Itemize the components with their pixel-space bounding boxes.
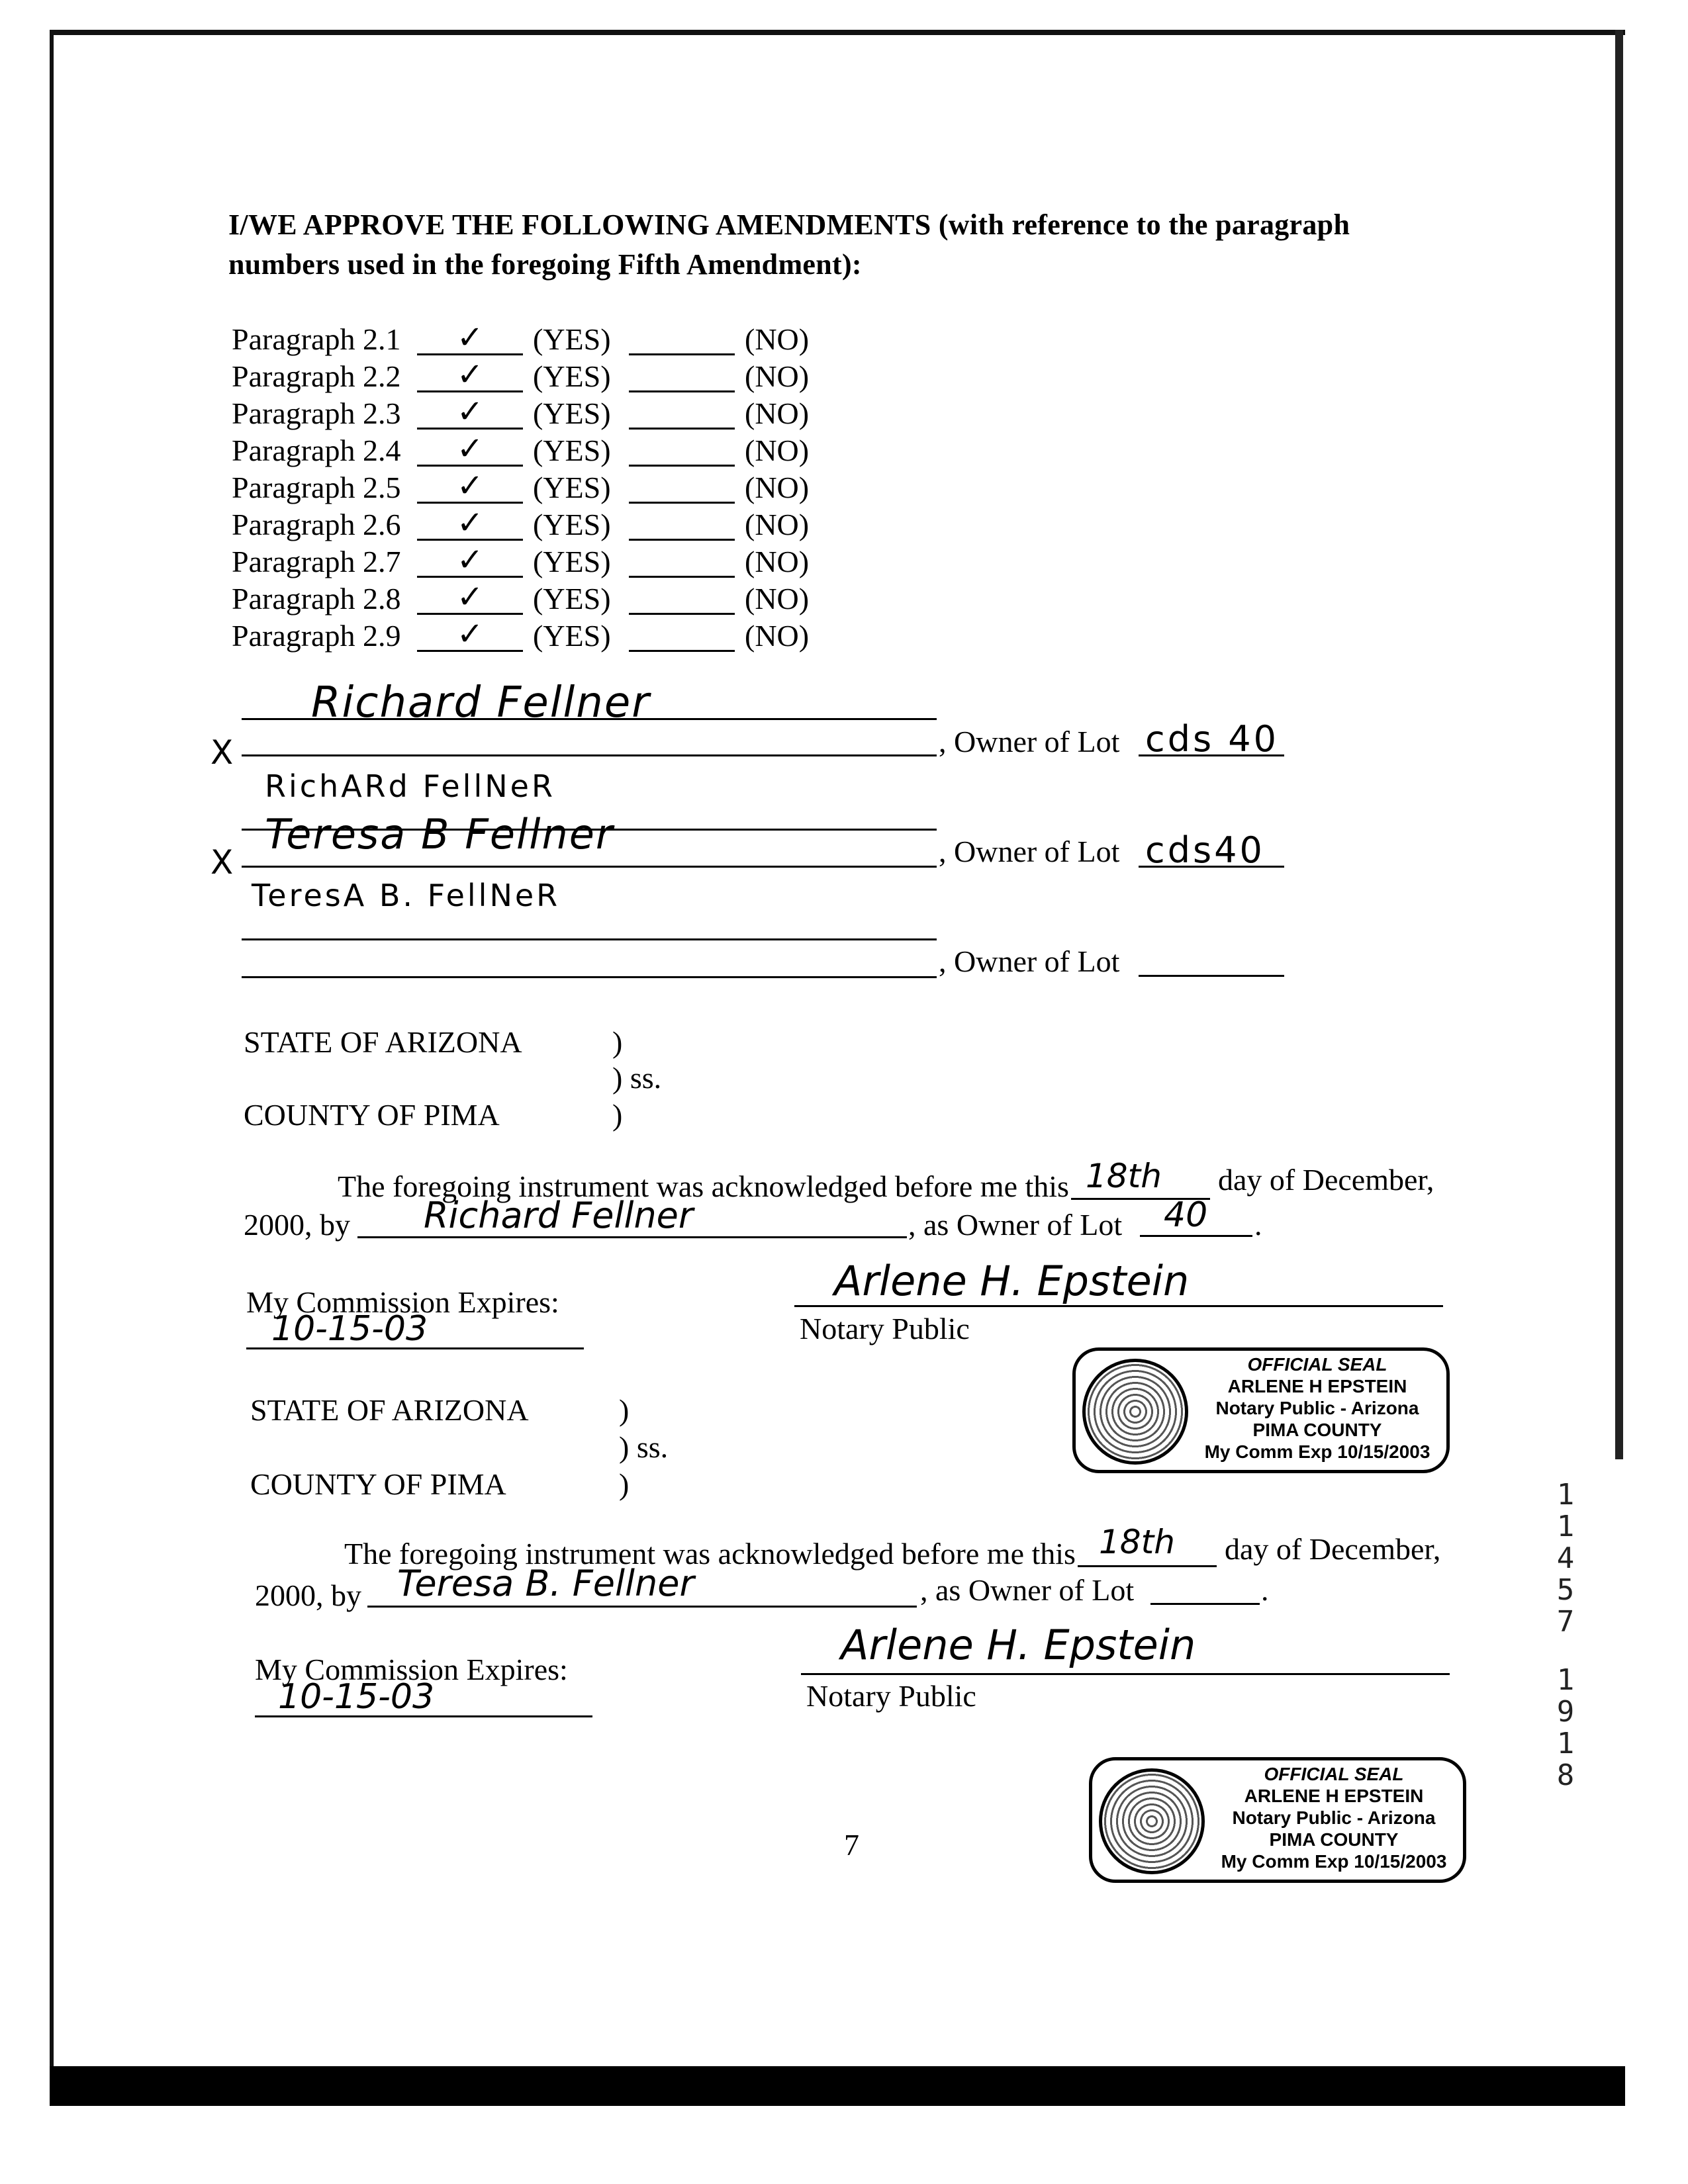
paragraph-label: Paragraph 2.1 xyxy=(232,322,401,356)
owner-printed-name: RichARd FellNeR xyxy=(265,768,555,804)
seal-title: OFFICIAL SEAL xyxy=(1264,1764,1404,1784)
check-mark-icon: ✓ xyxy=(457,504,484,541)
bracket: ) xyxy=(619,1467,630,1501)
signature-line[interactable] xyxy=(242,754,937,756)
owner-of-lot-label: , Owner of Lot xyxy=(939,944,1120,978)
check-mark-icon: ✓ xyxy=(457,615,484,653)
no-line[interactable] xyxy=(629,539,735,541)
notary-signature: Arlene H. Epstein xyxy=(834,1257,1190,1305)
recording-spacer xyxy=(1549,1638,1582,1664)
recording-digit: 5 xyxy=(1556,1573,1575,1607)
acknowledgment-prefix: The foregoing instrument was acknowledged before me this xyxy=(344,1537,1076,1570)
lot-line[interactable] xyxy=(1140,1235,1252,1237)
yes-label: (YES) xyxy=(533,471,611,504)
acknowledgment-suffix: day of December, xyxy=(1218,1163,1434,1197)
paragraph-label: Paragraph 2.9 xyxy=(232,619,401,653)
owner-of-lot-label: , Owner of Lot xyxy=(939,835,1120,868)
bracket: ) xyxy=(619,1393,630,1427)
seal-name: ARLENE H EPSTEIN xyxy=(1244,1786,1424,1806)
check-mark-icon: ✓ xyxy=(457,319,484,356)
recording-digit: 1 xyxy=(1556,1478,1575,1512)
state-label: STATE OF ARIZONA xyxy=(250,1393,529,1427)
name-line[interactable] xyxy=(367,1606,917,1608)
check-mark-icon: ✓ xyxy=(457,578,484,615)
no-label: (NO) xyxy=(745,396,810,430)
recording-digit: 1 xyxy=(1556,1727,1575,1760)
recording-digit: 8 xyxy=(1556,1758,1575,1792)
seal-county: PIMA COUNTY xyxy=(1269,1829,1399,1850)
yes-label: (YES) xyxy=(533,322,611,356)
page-border-top xyxy=(50,30,1625,35)
no-line[interactable] xyxy=(629,353,735,355)
recording-digit: 9 xyxy=(1556,1695,1575,1729)
state-seal-icon xyxy=(1082,1359,1188,1465)
no-line[interactable] xyxy=(629,502,735,504)
paragraph-label: Paragraph 2.5 xyxy=(232,471,401,504)
seal-role: Notary Public - Arizona xyxy=(1215,1398,1419,1418)
no-line[interactable] xyxy=(629,465,735,467)
recording-digit: 1 xyxy=(1556,1510,1575,1543)
paragraph-label: Paragraph 2.4 xyxy=(232,433,401,467)
as-owner-label: , as Owner of Lot xyxy=(920,1573,1135,1607)
paragraph-label: Paragraph 2.8 xyxy=(232,582,401,615)
seal-expiry: My Comm Exp 10/15/2003 xyxy=(1204,1441,1430,1462)
period: . xyxy=(1254,1208,1262,1242)
recording-digit: 4 xyxy=(1556,1541,1575,1575)
signature-line[interactable] xyxy=(242,866,937,868)
check-mark-icon: ✓ xyxy=(457,430,484,467)
check-mark-icon: ✓ xyxy=(457,467,484,504)
check-mark-icon: ✓ xyxy=(457,356,484,393)
ss-label: ) ss. xyxy=(612,1061,662,1095)
notary-public-label: Notary Public xyxy=(800,1312,970,1345)
bracket: ) xyxy=(612,1098,623,1132)
yes-label: (YES) xyxy=(533,619,611,653)
owner-of-lot-label: , Owner of Lot xyxy=(939,725,1120,758)
acknowledgment-suffix: day of December, xyxy=(1225,1532,1441,1566)
yes-label: (YES) xyxy=(533,508,611,541)
year-by: 2000, by xyxy=(255,1578,361,1612)
paragraph-label: Paragraph 2.6 xyxy=(232,508,401,541)
no-line[interactable] xyxy=(629,576,735,578)
ss-label: ) ss. xyxy=(619,1430,669,1464)
no-label: (NO) xyxy=(745,433,810,467)
seal-county: PIMA COUNTY xyxy=(1252,1420,1382,1440)
acknowledged-name: Teresa B. Fellner xyxy=(397,1563,694,1604)
notary-signature-line[interactable] xyxy=(801,1673,1450,1675)
state-seal-icon xyxy=(1099,1768,1205,1874)
no-line[interactable] xyxy=(629,650,735,652)
x-mark: X xyxy=(211,843,236,882)
paragraph-label: Paragraph 2.3 xyxy=(232,396,401,430)
signature-line[interactable] xyxy=(242,976,937,978)
seal-text xyxy=(1208,1763,1460,1872)
notary-public-label: Notary Public xyxy=(806,1679,976,1713)
state-label: STATE OF ARIZONA xyxy=(244,1025,522,1059)
bracket: ) xyxy=(612,1025,623,1059)
no-label: (NO) xyxy=(745,322,810,356)
owner-lot-value: cds 40 xyxy=(1145,718,1279,760)
seal-name: ARLENE H EPSTEIN xyxy=(1227,1376,1407,1396)
recording-digit: 7 xyxy=(1556,1605,1575,1639)
seal-title: OFFICIAL SEAL xyxy=(1247,1354,1387,1375)
county-label: COUNTY OF PIMA xyxy=(244,1098,500,1132)
yes-label: (YES) xyxy=(533,582,611,615)
owner-printed-name: TeresA B. FellNeR xyxy=(252,878,561,913)
seal-text xyxy=(1192,1353,1443,1463)
no-label: (NO) xyxy=(745,471,810,504)
yes-label: (YES) xyxy=(533,359,611,393)
heading-line-2: numbers used in the foregoing Fifth Amendment): xyxy=(228,248,862,281)
page-border-right xyxy=(1615,30,1623,1459)
recording-number xyxy=(1549,1479,1582,1792)
commission-date: 10-15-03 xyxy=(271,1309,428,1349)
year-by: 2000, by xyxy=(244,1208,350,1242)
seal-expiry: My Comm Exp 10/15/2003 xyxy=(1221,1851,1447,1872)
acknowledged-name: Richard Fellner xyxy=(424,1195,694,1236)
as-owner-label: , as Owner of Lot xyxy=(908,1208,1123,1242)
commission-label: My Commission Expires: xyxy=(246,1285,559,1319)
no-line[interactable] xyxy=(629,428,735,430)
commission-label: My Commission Expires: xyxy=(255,1653,568,1686)
check-mark-icon: ✓ xyxy=(457,393,484,430)
commission-date: 10-15-03 xyxy=(278,1677,435,1717)
page-border-left xyxy=(50,30,54,2106)
owner-signature: Richard Fellner xyxy=(311,678,651,727)
acknowledgment-prefix: The foregoing instrument was acknowledged before me this xyxy=(338,1169,1069,1203)
recording-digit: 1 xyxy=(1556,1663,1575,1697)
signature-line xyxy=(242,938,937,940)
lot-value: 40 xyxy=(1164,1195,1208,1235)
owner-signature: Teresa B Fellner xyxy=(265,810,614,858)
yes-label: (YES) xyxy=(533,433,611,467)
no-label: (NO) xyxy=(745,619,810,653)
day-value: 18th xyxy=(1086,1157,1162,1195)
page-border-bottom xyxy=(50,2066,1625,2106)
paragraph-label: Paragraph 2.7 xyxy=(232,545,401,578)
paragraph-label: Paragraph 2.2 xyxy=(232,359,401,393)
owner-lot-value: cds40 xyxy=(1145,829,1265,871)
no-line[interactable] xyxy=(629,390,735,392)
official-seal xyxy=(1089,1757,1466,1883)
yes-label: (YES) xyxy=(533,396,611,430)
lot-line[interactable] xyxy=(1139,975,1284,977)
period: . xyxy=(1261,1573,1269,1607)
notary-signature: Arlene H. Epstein xyxy=(841,1621,1196,1669)
check-mark-icon: ✓ xyxy=(457,541,484,578)
county-label: COUNTY OF PIMA xyxy=(250,1467,506,1501)
x-mark: X xyxy=(211,733,236,772)
no-line[interactable] xyxy=(629,613,735,615)
seal-role: Notary Public - Arizona xyxy=(1232,1807,1436,1828)
no-label: (NO) xyxy=(745,582,810,615)
day-line[interactable] xyxy=(1078,1565,1217,1567)
page-number: 7 xyxy=(844,1828,859,1862)
yes-label: (YES) xyxy=(533,545,611,578)
no-label: (NO) xyxy=(745,545,810,578)
no-label: (NO) xyxy=(745,359,810,393)
name-line[interactable] xyxy=(357,1236,907,1238)
no-label: (NO) xyxy=(745,508,810,541)
official-seal xyxy=(1072,1347,1450,1473)
heading-line-1: I/WE APPROVE THE FOLLOWING AMENDMENTS (with reference to the paragraph xyxy=(228,208,1350,241)
notary-signature-line[interactable] xyxy=(794,1305,1443,1307)
lot-line[interactable] xyxy=(1150,1603,1260,1605)
day-value: 18th xyxy=(1099,1523,1175,1561)
